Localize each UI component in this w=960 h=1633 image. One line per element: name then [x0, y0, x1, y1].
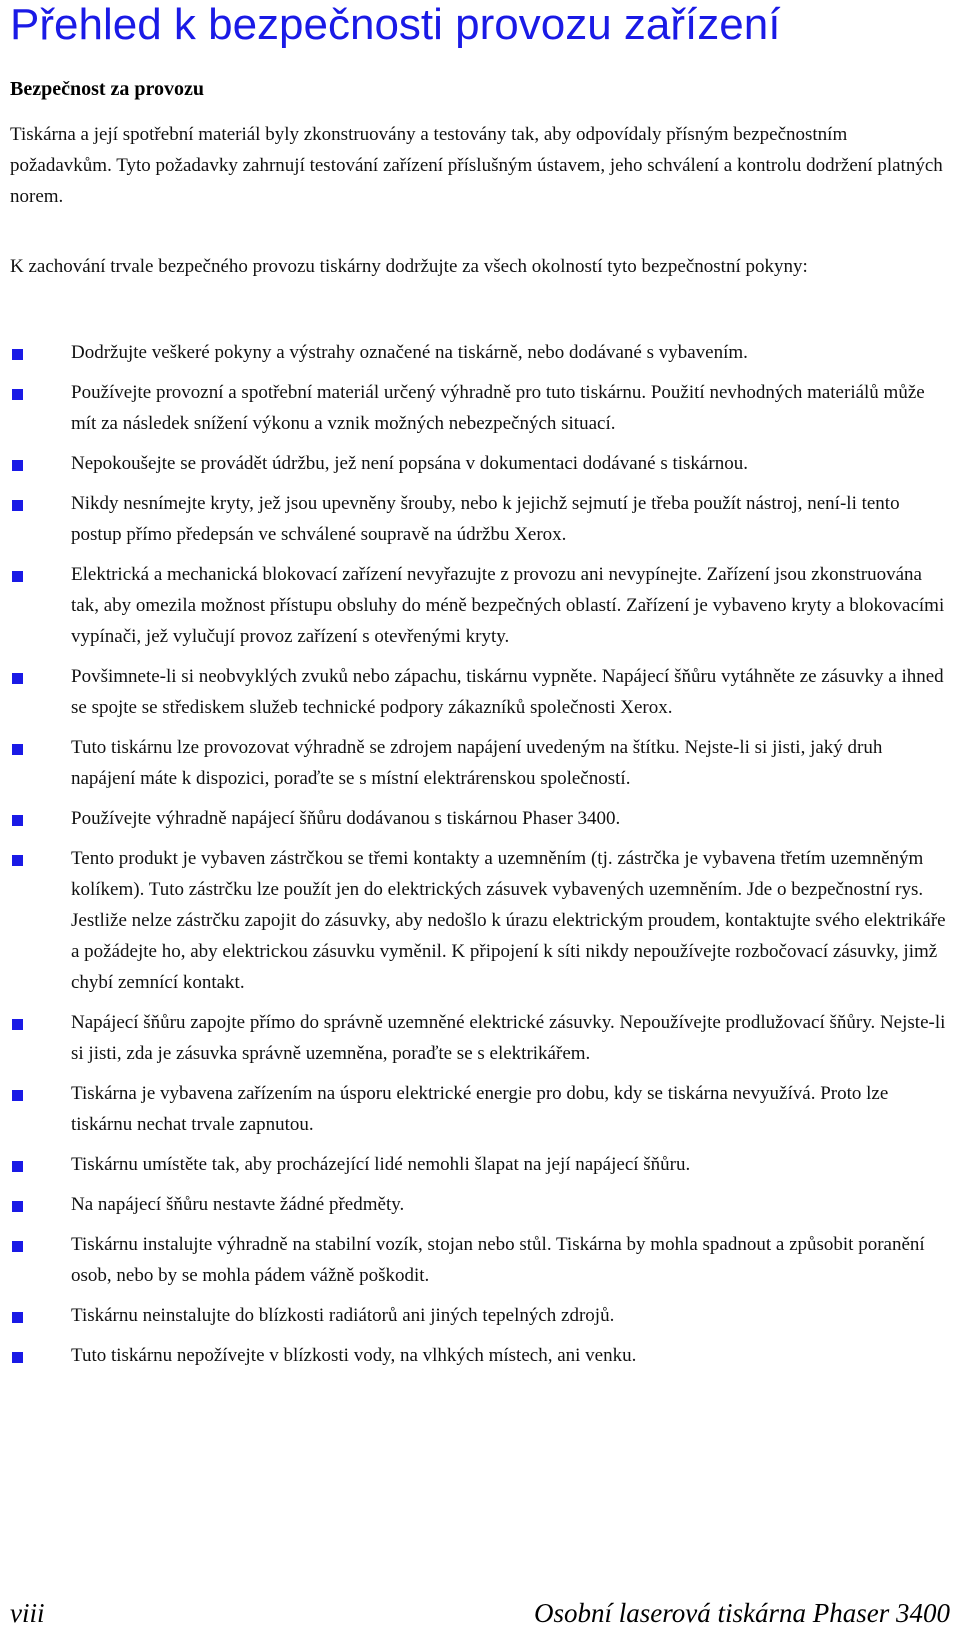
bullet-square-icon — [12, 744, 23, 755]
list-item — [0, 1078, 951, 1140]
bullet-square-icon — [12, 1241, 23, 1252]
intro-paragraph: Tiskárna a její spotřební materiál byly zkonstruovány a testovány tak, aby odpovídaly přísným bezpečnostním požadavkům. Tyto požadavky zahrnují testování zařízení příslušným ústavem, jeho schválení a kontrolu dodržení platných norem. — [10, 124, 943, 207]
bullet-square-icon — [12, 460, 23, 471]
list-item-text: Elektrická a mechanická blokovací zařízení nevyřazujte z provozu ani nevypínejte. Zařízení jsou zkonstruována tak, aby omezila možnost přístupu obsluhy do méně bezpečných oblastí. Zařízení je vybaveno kryty a blokovacími vypínači, jež vylučují provoz zařízení s otevřenými kryty. — [71, 564, 945, 647]
bullet-square-icon — [12, 673, 23, 684]
list-item-text: Nepokoušejte se provádět údržbu, jež není popsána v dokumentaci dodávané s tiskárnou. — [71, 453, 748, 474]
bullet-square-icon — [12, 349, 23, 360]
bullet-square-icon — [12, 389, 23, 400]
list-item-text: Tuto tiskárnu lze provozovat výhradně se zdrojem napájení uvedeným na štítku. Nejste-li si jisti, jaký druh napájení máte k dispozici, poraďte se s místní elektrárenskou společností. — [71, 737, 883, 789]
list-item-text: Tiskárnu neinstalujte do blízkosti radiátorů ani jiných tepelných zdrojů. — [71, 1305, 615, 1326]
page-number: viii — [10, 1598, 45, 1628]
list-item-text: Tiskárnu instalujte výhradně na stabilní vozík, stojan nebo stůl. Tiskárna by mohla spadnout a způsobit poranění osob, nebo by se mohla pádem vážně poškodit. — [71, 1234, 925, 1286]
list-item — [0, 1149, 951, 1180]
list-item-text: Používejte provozní a spotřební materiál určený výhradně pro tuto tiskárnu. Použití nevhodných materiálů může mít za následek snížení výkonu a vznik možných nebezpečných situací. — [71, 382, 925, 434]
list-item — [0, 732, 951, 794]
list-item — [0, 1300, 951, 1331]
list-item-text: Tiskárnu umístěte tak, aby procházející lidé nemohli šlapat na její napájecí šňůru. — [71, 1154, 691, 1175]
bullet-square-icon — [12, 571, 23, 582]
list-item-text: Dodržujte veškeré pokyny a výstrahy označené na tiskárně, nebo dodávané s vybavením. — [71, 342, 748, 363]
list-item-text: Na napájecí šňůru nestavte žádné předměty. — [71, 1194, 405, 1215]
page-footer — [10, 1595, 950, 1631]
page-title: Přehled k bezpečnosti provozu zařízení — [10, 0, 781, 49]
section-heading: Bezpečnost za provozu — [10, 78, 205, 100]
list-item-text: Tuto tiskárnu nepožívejte v blízkosti vody, na vlhkých místech, ani venku. — [71, 1345, 637, 1366]
bullet-square-icon — [12, 500, 23, 511]
list-item-text: Nikdy nesnímejte kryty, jež jsou upevněny šrouby, nebo k jejichž sejmutí je třeba použít nástroj, není-li tento postup přímo předepsán ve schválené soupravě na údržbu Xerox. — [71, 493, 900, 545]
bullet-square-icon — [12, 1312, 23, 1323]
list-item — [0, 1340, 951, 1371]
list-item — [0, 843, 951, 998]
list-item — [0, 448, 951, 479]
bullet-square-icon — [12, 1019, 23, 1030]
list-item — [0, 803, 951, 834]
bullet-square-icon — [12, 1352, 23, 1363]
list-item — [0, 337, 951, 368]
list-item — [0, 377, 951, 439]
safety-list — [0, 337, 960, 1380]
list-item — [0, 661, 951, 723]
list-item — [0, 1007, 951, 1069]
bullet-square-icon — [12, 1161, 23, 1172]
list-item — [0, 1229, 951, 1291]
list-item-text: Používejte výhradně napájecí šňůru dodávanou s tiskárnou Phaser 3400. — [71, 808, 621, 829]
book-title: Osobní laserová tiskárna Phaser 3400 — [534, 1598, 950, 1628]
bullet-square-icon — [12, 815, 23, 826]
list-item-text: Napájecí šňůru zapojte přímo do správně uzemněné elektrické zásuvky. Nepoužívejte prodlužovací šňůry. Nejste-li si jisti, zda je zásuvka správně uzemněna, poraďte se s elektrikářem. — [71, 1012, 946, 1064]
bullet-square-icon — [12, 1090, 23, 1101]
list-item — [0, 1189, 951, 1220]
instructions-paragraph: K zachování trvale bezpečného provozu tiskárny dodržujte za všech okolností tyto bezpečnostní pokyny: — [10, 256, 808, 277]
list-item — [0, 488, 951, 550]
list-item-text: Tento produkt je vybaven zástrčkou se třemi kontakty a uzemněním (tj. zástrčka je vybavena třetím uzemněným kolíkem). Tuto zástrčku lze použít jen do elektrických zásuvek vybavených uzemněním. Jde o bezpečnostní rys. Jestliže nelze zástrčku zapojit do zásuvky, aby nedošlo k úrazu elektrickým proudem, kontaktujte svého elektrikáře a požádejte ho, aby elektrickou zásuvku vyměnil. K připojení k síti nikdy nepoužívejte rozbočovací zásuvky, jimž chybí zemnící kontakt. — [71, 848, 946, 993]
bullet-square-icon — [12, 855, 23, 866]
bullet-square-icon — [12, 1201, 23, 1212]
list-item-text: Tiskárna je vybavena zařízením na úsporu elektrické energie pro dobu, kdy se tiskárna nevyužívá. Proto lze tiskárnu nechat trvale zapnutou. — [71, 1083, 889, 1135]
list-item-text: Povšimnete-li si neobvyklých zvuků nebo zápachu, tiskárnu vypněte. Napájecí šňůru vytáhněte ze zásuvky a ihned se spojte se střediskem služeb technické podpory zákazníků společnosti Xerox. — [71, 666, 944, 718]
list-item — [0, 559, 951, 652]
